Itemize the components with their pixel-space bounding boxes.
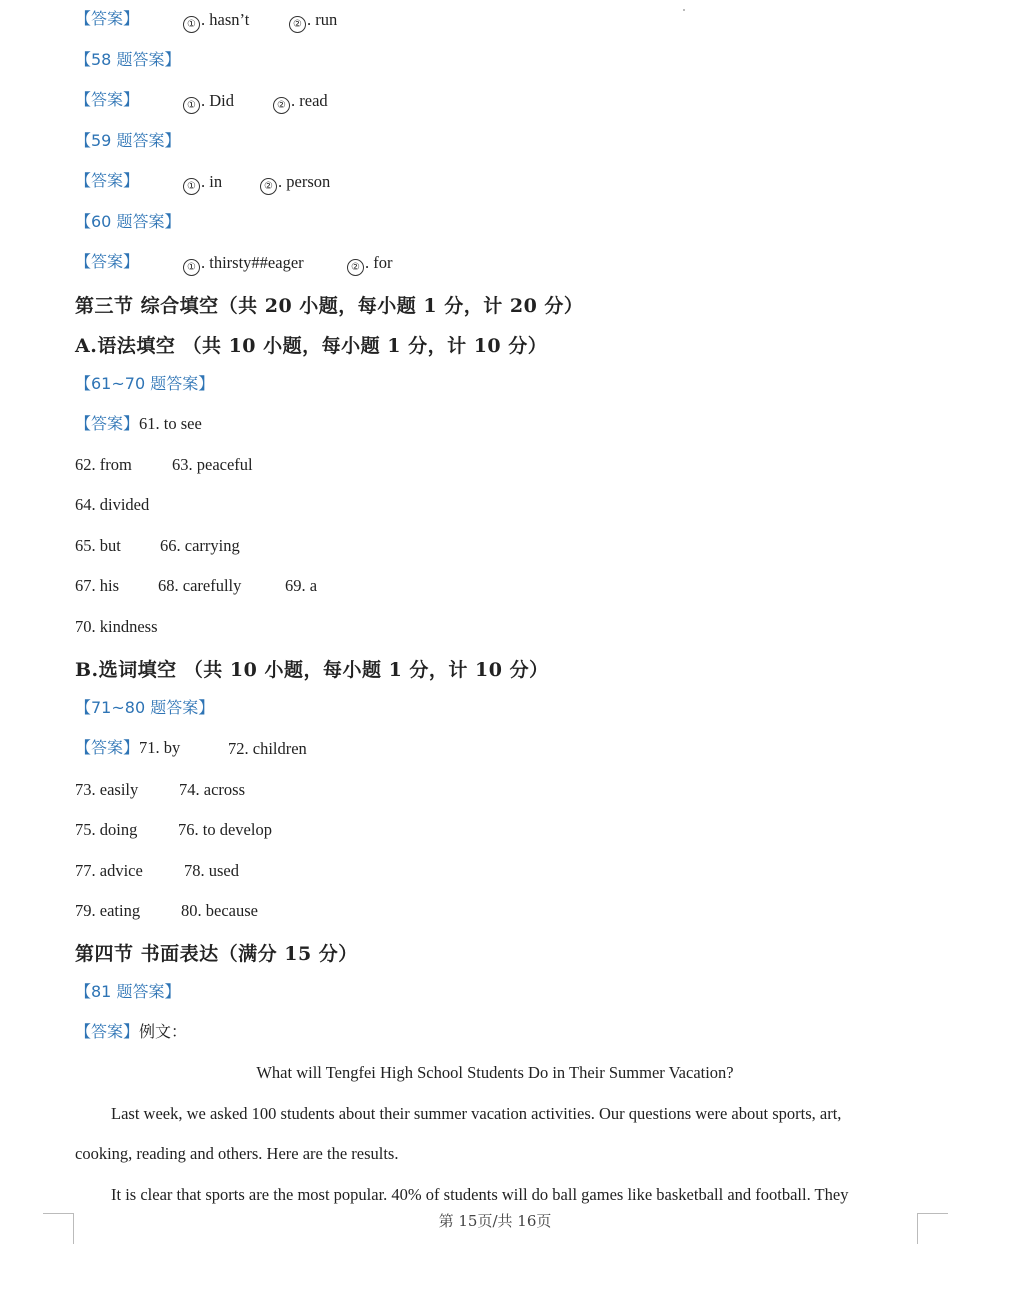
answer-tag: 【答案】: [75, 171, 140, 190]
question-tag-row: [75, 982, 180, 1002]
answer-item-2: ② . for: [347, 253, 393, 276]
answer-item: 64. divided: [75, 495, 150, 514]
answer-item: 80. because: [181, 901, 258, 920]
answer-item: 65. but: [75, 536, 121, 555]
answer-item: 75. doing: [75, 820, 138, 839]
partA-heading: A.语法填空 （共 10 小题，每小题 1 分，计 10 分）: [75, 335, 548, 357]
answer-row: [75, 9, 338, 30]
answer-tag: 【答案】: [75, 1022, 140, 1041]
answer-item-1: ① . Did: [183, 91, 234, 114]
page-corner-mark-left: [43, 1213, 74, 1244]
answer-row: [75, 171, 331, 192]
answer-row: [75, 1022, 187, 1042]
answer-item: 78. used: [184, 861, 239, 880]
page-footer: 第 15页/共 16页: [438, 1212, 552, 1230]
question-tag: 【81 题答案】: [75, 982, 181, 1001]
answer-item: 67. his: [75, 576, 120, 595]
question-tag: 【59 题答案】: [75, 131, 181, 150]
essay-paragraph-1-line-1: Last week, we asked 100 students about their summer vacation activities. Our questions were about sports, art,: [111, 1104, 842, 1123]
answer-item: 77. advice: [75, 861, 143, 880]
answer-row: [75, 252, 393, 273]
question-tag-row: [75, 131, 180, 151]
answer-tag: 【答案】: [75, 414, 140, 433]
page-corner-mark-right: [917, 1213, 948, 1244]
answer-item-2: ② . run: [289, 10, 337, 33]
circle-number-2: ②: [289, 16, 306, 33]
circle-number-1: ①: [183, 178, 200, 195]
answer-tag: 【答案】: [75, 9, 140, 28]
answer-item-1: ① . thirsty##eager: [183, 253, 304, 276]
answer-item-2: ② . person: [260, 172, 330, 195]
answer-item: 73. easily: [75, 780, 139, 799]
essay-paragraph-1-line-2: cooking, reading and others. Here are the results.: [75, 1144, 399, 1163]
question-tag-row: [75, 50, 180, 70]
stray-mark: [683, 9, 685, 11]
section3-heading: 第三节 综合填空（共 20 小题，每小题 1 分，计 20 分）: [75, 295, 584, 317]
answer-row: [75, 414, 202, 434]
answer-item-2: ② . read: [273, 91, 328, 114]
answer-item: 76. to develop: [178, 820, 272, 839]
circle-number-1: ①: [183, 16, 200, 33]
circle-number-1: ①: [183, 97, 200, 114]
question-tag-row: [75, 698, 214, 718]
answer-item: 70. kindness: [75, 617, 158, 636]
answer-row: [75, 738, 180, 758]
answer-item: 72. children: [228, 739, 307, 758]
answer-item: 79. eating: [75, 901, 141, 920]
circle-number-2: ②: [273, 97, 290, 114]
answer-label: 例文：: [139, 1022, 188, 1041]
answer-item: 66. carrying: [160, 536, 240, 555]
partB-heading: B.选词填空 （共 10 小题，每小题 1 分，计 10 分）: [75, 659, 549, 681]
answer-item: 69. a: [285, 576, 318, 595]
answer-item: 63. peaceful: [172, 455, 253, 474]
question-tag-row: [75, 212, 180, 232]
circle-number-2: ②: [260, 178, 277, 195]
circle-number-1: ①: [183, 259, 200, 276]
essay-paragraph-2-line-1: It is clear that sports are the most popular. 40% of students will do ball games like basketball and football. They: [111, 1185, 849, 1204]
answer-tag: 【答案】: [75, 252, 140, 271]
answer-item: 74. across: [179, 780, 245, 799]
answer-item-1: ① . hasn’t: [183, 10, 249, 33]
answer-row: [75, 90, 328, 111]
question-tag-row: [75, 374, 214, 394]
answer-item: 68. carefully: [158, 576, 242, 595]
question-tag: 【60 题答案】: [75, 212, 181, 231]
answer-item: 62. from: [75, 455, 132, 474]
question-tag: 【58 题答案】: [75, 50, 181, 69]
answer-tag: 【答案】: [75, 738, 140, 757]
answer-item-1: ① . in: [183, 172, 222, 195]
section4-heading: 第四节 书面表达（满分 15 分）: [75, 943, 358, 965]
question-tag: 【61~70 题答案】: [75, 374, 215, 393]
essay-title: What will Tengfei High School Students Do in Their Summer Vacation?: [256, 1063, 734, 1082]
question-tag: 【71~80 题答案】: [75, 698, 215, 717]
answer-tag: 【答案】: [75, 90, 140, 109]
circle-number-2: ②: [347, 259, 364, 276]
answer-item: 61. to see: [139, 414, 202, 433]
answer-item: 71. by: [139, 738, 181, 757]
